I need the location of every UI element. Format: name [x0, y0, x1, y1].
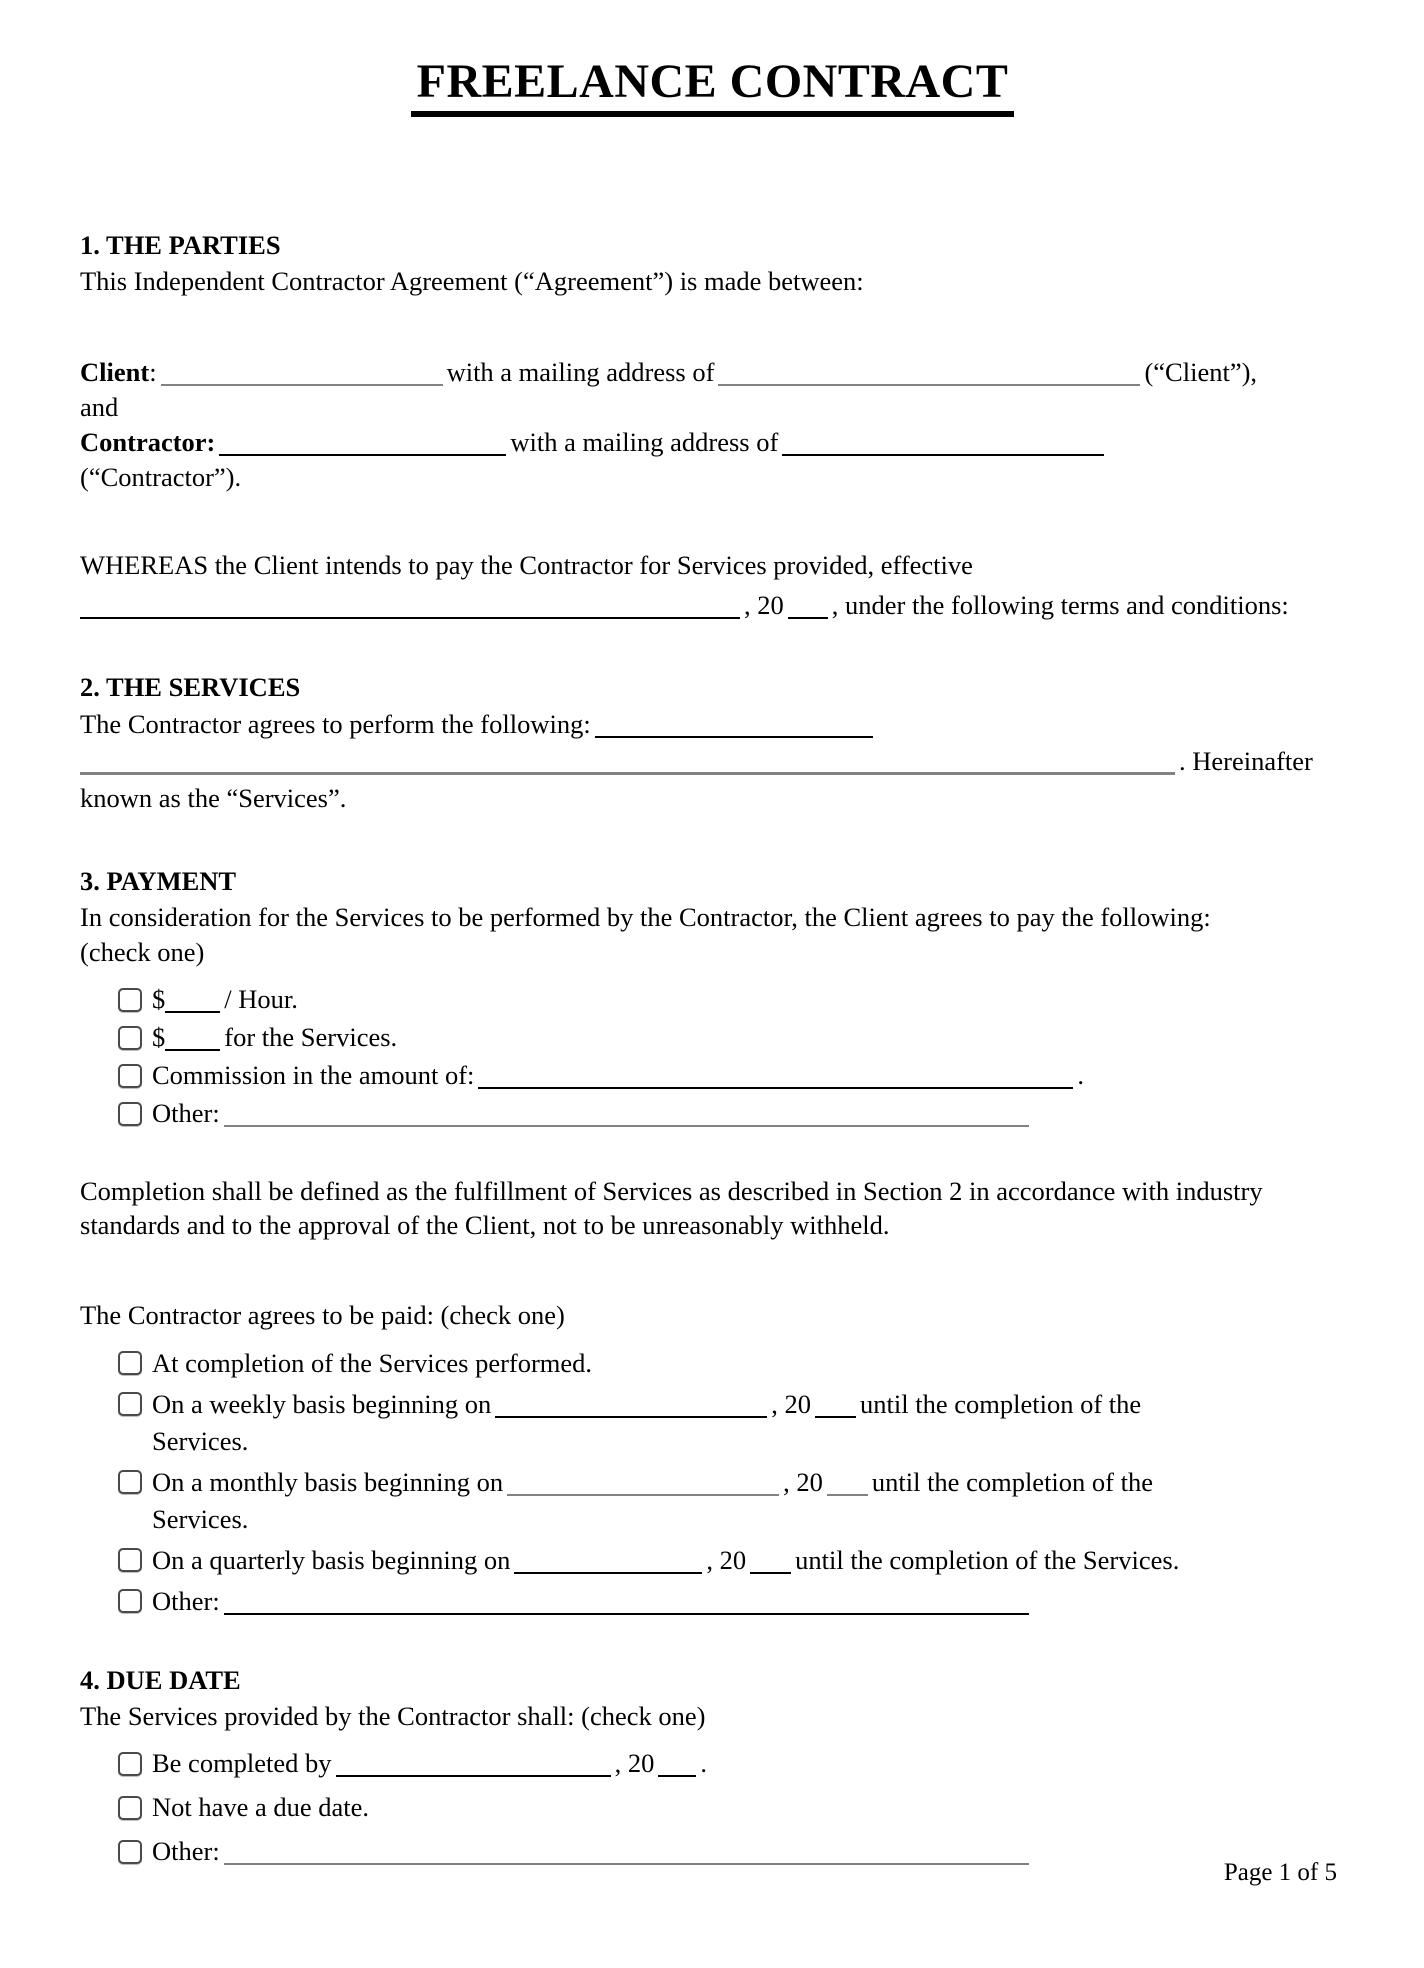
- dollar-sign: $: [152, 1021, 166, 1052]
- flat-fee-label: for the Services.: [224, 1021, 398, 1052]
- completed-by-period: .: [700, 1747, 707, 1778]
- monthly-label-cont: until the completion of the: [871, 1466, 1153, 1497]
- quarterly-start-date-field[interactable]: [514, 1547, 702, 1574]
- weekly-label-wrap: Services.: [152, 1425, 249, 1456]
- client-label: Client: [80, 356, 150, 387]
- schedule-other-checkbox[interactable]: [118, 1589, 142, 1613]
- services-field-line2[interactable]: [80, 747, 1175, 775]
- option-text: Not have a due date.: [152, 1791, 370, 1822]
- weekly-year-field[interactable]: [815, 1391, 856, 1418]
- contractor-mid-text: with a mailing address of: [510, 426, 779, 457]
- due-date-intro: The Services provided by the Contractor shall: (check one): [80, 1700, 706, 1731]
- option-row-other-due: [118, 1834, 1345, 1869]
- monthly-label: On a monthly basis beginning on: [152, 1466, 504, 1497]
- section-3-heading: 3. PAYMENT: [80, 865, 237, 896]
- option-row-other-schedule: [118, 1583, 1345, 1620]
- option-text: At completion of the Services performed.: [152, 1347, 593, 1378]
- schedule-quarterly-checkbox[interactable]: [118, 1548, 142, 1572]
- option-text: [152, 1020, 1345, 1054]
- commission-amount-field[interactable]: [478, 1062, 1073, 1089]
- due-date-field[interactable]: [336, 1750, 611, 1777]
- contractor-label: Contractor:: [80, 426, 216, 457]
- dollar-sign: $: [152, 983, 166, 1014]
- services-lead: The Contractor agrees to perform the following:: [80, 708, 591, 739]
- completed-by-comma20: , 20: [614, 1747, 655, 1778]
- option-text: [152, 982, 1345, 1016]
- due-completed-by-checkbox[interactable]: [118, 1752, 142, 1776]
- payment-flat-fee-checkbox[interactable]: [118, 1026, 142, 1050]
- schedule-monthly-checkbox[interactable]: [118, 1470, 142, 1494]
- payment-intro: In consideration for the Services to be performed by the Contractor, the Client agrees to pay the following:: [80, 901, 1211, 932]
- option-row-monthly: [118, 1464, 1345, 1538]
- option-row-quarterly: [118, 1542, 1345, 1579]
- client-mid-text: with a mailing address of: [446, 356, 715, 387]
- monthly-label-wrap: Services.: [152, 1503, 249, 1534]
- commission-label: Commission in the amount of:: [152, 1059, 475, 1090]
- other-label: Other:: [152, 1097, 220, 1128]
- quarterly-label: On a quarterly basis beginning on: [152, 1544, 511, 1575]
- whereas-block: [80, 545, 1345, 625]
- title-wrap: [80, 0, 1345, 117]
- parties-block: [80, 355, 1345, 495]
- option-row-at-completion: [118, 1345, 1345, 1382]
- hourly-rate-field[interactable]: [165, 986, 220, 1013]
- known-as-text: known as the “Services”.: [80, 782, 347, 813]
- weekly-label: On a weekly basis beginning on: [152, 1388, 492, 1419]
- flat-fee-field[interactable]: [165, 1024, 220, 1051]
- option-row-hourly: [118, 982, 1345, 1016]
- schedule-other-field[interactable]: [224, 1588, 1029, 1615]
- option-text: [152, 1058, 1345, 1092]
- payment-check-one: (check one): [80, 936, 205, 967]
- and-text: and: [80, 391, 119, 422]
- contractor-name-field[interactable]: [219, 429, 506, 456]
- section-1-intro: This Independent Contractor Agreement (“Agreement”) is made between:: [80, 265, 864, 296]
- hourly-label: / Hour.: [224, 983, 298, 1014]
- due-other-checkbox[interactable]: [118, 1840, 142, 1864]
- schedule-at-completion-checkbox[interactable]: [118, 1351, 142, 1375]
- option-row-weekly: [118, 1386, 1345, 1460]
- completed-by-label: Be completed by: [152, 1747, 332, 1778]
- quarterly-year-field[interactable]: [750, 1547, 791, 1574]
- contractor-address-field[interactable]: [782, 429, 1104, 456]
- client-suffix-text: (“Client”),: [1144, 356, 1258, 387]
- payment-commission-checkbox[interactable]: [118, 1064, 142, 1088]
- due-date-options: [80, 1746, 1345, 1869]
- due-year-field[interactable]: [658, 1750, 696, 1777]
- client-name-field[interactable]: [161, 359, 443, 386]
- option-row-other-payment: [118, 1096, 1345, 1130]
- services-block: [80, 706, 1345, 817]
- services-field-line1[interactable]: [595, 711, 873, 738]
- weekly-start-date-field[interactable]: [495, 1391, 767, 1418]
- other-label: Other:: [152, 1585, 220, 1616]
- quarterly-comma20: , 20: [706, 1544, 747, 1575]
- whereas-suffix: , under the following terms and conditions:: [831, 589, 1289, 620]
- section-2-heading: 2. THE SERVICES: [80, 671, 301, 702]
- quarterly-label-cont: until the completion of the Services.: [795, 1544, 1180, 1575]
- completion-paragraph: Completion shall be defined as the fulfillment of Services as described in Section 2 in accordance with industry standards and to the approval of the Client, not to be unreasonably withheld.: [80, 1175, 1263, 1240]
- option-row-commission: [118, 1058, 1345, 1092]
- page-number: Page 1 of 5: [1223, 1859, 1337, 1886]
- section-4-heading: 4. DUE DATE: [80, 1664, 241, 1695]
- hereinafter-text: . Hereinafter: [1179, 745, 1313, 776]
- option-text: [152, 1542, 1345, 1579]
- contractor-suffix-text: (“Contractor”).: [80, 461, 242, 492]
- option-row-no-due-date: [118, 1790, 1345, 1825]
- option-row-completed-by: [118, 1746, 1345, 1781]
- document-title: FREELANCE CONTRACT: [411, 56, 1015, 117]
- payment-other-checkbox[interactable]: [118, 1102, 142, 1126]
- payment-hourly-checkbox[interactable]: [118, 988, 142, 1012]
- payment-schedule-options: [80, 1345, 1345, 1620]
- option-text: [152, 1583, 1345, 1620]
- monthly-year-field[interactable]: [827, 1469, 868, 1496]
- payment-other-field[interactable]: [224, 1100, 1029, 1127]
- option-text: [152, 1746, 1345, 1781]
- option-text: [152, 1464, 1345, 1538]
- option-text: [152, 1096, 1345, 1130]
- option-text: [152, 1834, 1345, 1869]
- due-other-field[interactable]: [224, 1838, 1029, 1865]
- monthly-comma20: , 20: [783, 1466, 823, 1497]
- whereas-line1: WHEREAS the Client intends to pay the Contractor for Services provided, effective: [80, 549, 973, 580]
- client-address-field[interactable]: [718, 359, 1140, 386]
- option-row-flat-fee: [118, 1020, 1345, 1054]
- schedule-weekly-checkbox[interactable]: [118, 1392, 142, 1416]
- weekly-label-cont: until the completion of the: [860, 1388, 1142, 1419]
- commission-period: .: [1077, 1059, 1085, 1090]
- whereas-comma20: , 20: [744, 589, 784, 620]
- client-colon: :: [149, 356, 157, 387]
- other-label: Other:: [152, 1835, 220, 1866]
- paid-intro: The Contractor agrees to be paid: (check one): [80, 1299, 565, 1330]
- effective-date-field[interactable]: [80, 592, 740, 619]
- option-text: [152, 1386, 1345, 1460]
- due-no-date-checkbox[interactable]: [118, 1796, 142, 1820]
- section-1-heading: 1. THE PARTIES: [80, 229, 281, 260]
- effective-year-field[interactable]: [788, 592, 828, 619]
- payment-options: [80, 982, 1345, 1130]
- weekly-comma20: , 20: [771, 1388, 812, 1419]
- monthly-start-date-field[interactable]: [507, 1469, 779, 1496]
